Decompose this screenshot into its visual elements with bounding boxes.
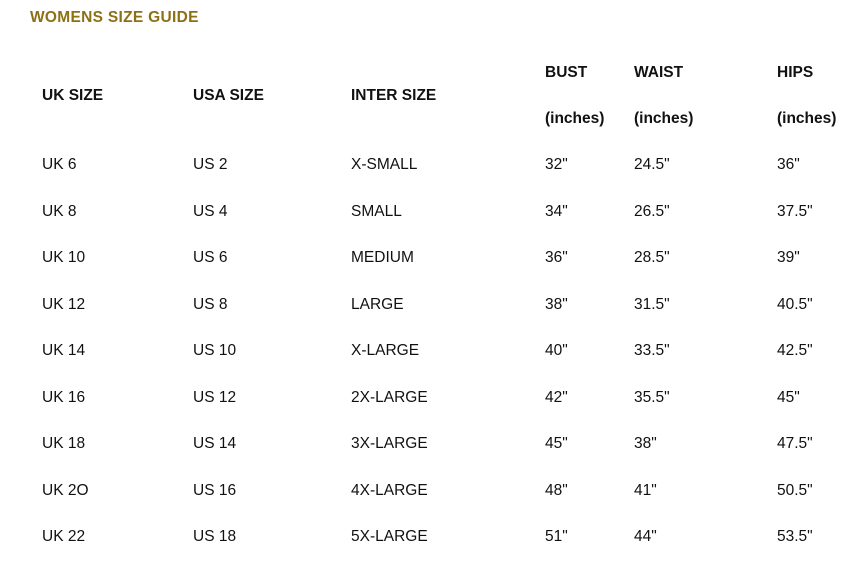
table-cell-inter-size: LARGE (351, 295, 404, 313)
table-cell-inter-size: X-LARGE (351, 342, 420, 360)
table-cell-waist: 35.5" (634, 388, 670, 406)
table-row (42, 375, 863, 422)
table-cell-bust: 36" (545, 249, 568, 267)
table-cell-usa-size: US 2 (193, 156, 228, 174)
table-cell-hips: 42.5" (777, 342, 813, 360)
column-header-label: INTER SIZE (351, 87, 437, 104)
column-header-uk-size (42, 50, 193, 142)
table-row (42, 328, 863, 375)
column-header-waist (634, 50, 777, 142)
table-row (42, 189, 863, 236)
table-cell-hips: 39" (777, 249, 800, 267)
table-cell-waist: 31.5" (634, 295, 670, 313)
column-header-label: USA SIZE (193, 87, 264, 104)
table-cell-uk-size: UK 18 (42, 435, 86, 453)
table-cell-hips: 40.5" (777, 295, 813, 313)
table-cell-bust: 34" (545, 202, 568, 220)
table-cell-hips: 36" (777, 156, 800, 174)
table-cell-uk-size: UK 2O (42, 481, 89, 499)
table-cell-hips: 37.5" (777, 202, 813, 220)
table-cell-usa-size: US 16 (193, 481, 237, 499)
table-row (42, 468, 863, 515)
table-cell-hips: 47.5" (777, 435, 813, 453)
column-header-label: BUST (545, 64, 588, 81)
table-cell-uk-size: UK 22 (42, 528, 86, 546)
table-cell-waist: 33.5" (634, 342, 670, 360)
table-row (42, 514, 863, 561)
table-row (42, 142, 863, 189)
column-header-label: UK SIZE (42, 87, 104, 104)
table-cell-uk-size: UK 16 (42, 388, 86, 406)
table-cell-bust: 48" (545, 481, 568, 499)
table-cell-waist: 28.5" (634, 249, 670, 267)
table-cell-inter-size: 3X-LARGE (351, 435, 428, 453)
table-cell-uk-size: UK 10 (42, 249, 86, 267)
table-row (42, 282, 863, 329)
table-cell-hips: 53.5" (777, 528, 813, 546)
table-cell-inter-size: X-SMALL (351, 156, 418, 174)
table-cell-uk-size: UK 6 (42, 156, 77, 174)
table-body (42, 142, 863, 561)
table-cell-bust: 42" (545, 388, 568, 406)
table-row (42, 235, 863, 282)
table-cell-usa-size: US 4 (193, 202, 228, 220)
table-cell-hips: 50.5" (777, 481, 813, 499)
table-cell-waist: 41" (634, 481, 657, 499)
table-cell-bust: 38" (545, 295, 568, 313)
column-header-unit: (inches) (545, 110, 605, 127)
column-header-usa-size (193, 50, 351, 142)
column-header-bust (545, 50, 634, 142)
column-header-unit: (inches) (777, 110, 837, 127)
column-header-inter-size (351, 50, 545, 142)
table-cell-waist: 38" (634, 435, 657, 453)
table-cell-waist: 26.5" (634, 202, 670, 220)
column-header-hips (777, 50, 863, 142)
table-cell-uk-size: UK 14 (42, 342, 86, 360)
table-cell-usa-size: US 14 (193, 435, 237, 453)
column-header-label: WAIST (634, 64, 684, 81)
table-cell-usa-size: US 6 (193, 249, 228, 267)
table-cell-usa-size: US 8 (193, 295, 228, 313)
table-cell-waist: 44" (634, 528, 657, 546)
table-cell-usa-size: US 18 (193, 528, 237, 546)
table-cell-bust: 45" (545, 435, 568, 453)
table-header-row (42, 50, 863, 142)
table-cell-inter-size: 5X-LARGE (351, 528, 428, 546)
table-cell-bust: 40" (545, 342, 568, 360)
table-cell-hips: 45" (777, 388, 800, 406)
table-cell-bust: 32" (545, 156, 568, 174)
table-cell-inter-size: 4X-LARGE (351, 481, 428, 499)
size-guide-table (42, 50, 863, 561)
column-header-label: HIPS (777, 64, 814, 81)
table-cell-uk-size: UK 12 (42, 295, 86, 313)
table-cell-inter-size: 2X-LARGE (351, 388, 428, 406)
table-row (42, 421, 863, 468)
table-cell-waist: 24.5" (634, 156, 670, 174)
table-cell-usa-size: US 12 (193, 388, 237, 406)
column-header-unit: (inches) (634, 110, 694, 127)
table-cell-inter-size: MEDIUM (351, 249, 414, 267)
table-cell-usa-size: US 10 (193, 342, 237, 360)
page-title: WOMENS SIZE GUIDE (30, 9, 199, 26)
table-cell-bust: 51" (545, 528, 568, 546)
table-cell-inter-size: SMALL (351, 202, 402, 220)
table-cell-uk-size: UK 8 (42, 202, 77, 220)
